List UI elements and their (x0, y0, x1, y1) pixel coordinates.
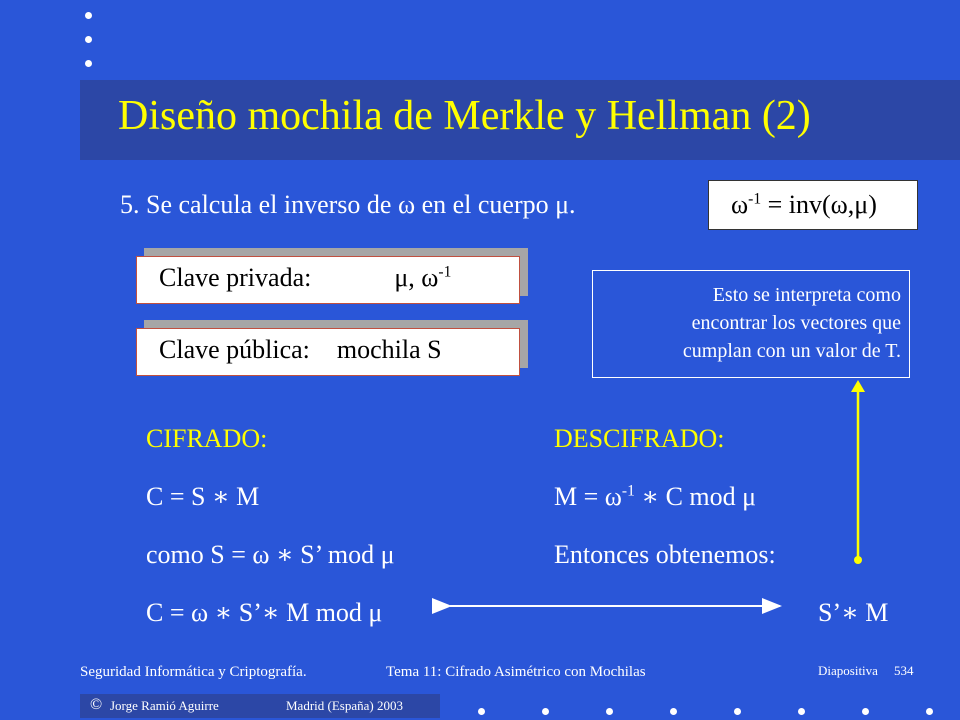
cifrado-line-1: C = S ∗ M (146, 482, 260, 511)
descifrado-heading: DESCIFRADO: (554, 424, 725, 453)
cifrado-heading: CIFRADO: (146, 424, 268, 453)
copyright-symbol: © (90, 696, 103, 713)
omega-symbol: ω (731, 190, 749, 219)
public-key-value: mochila S (336, 335, 442, 364)
footer-slide-number: 534 (894, 663, 914, 678)
cifrado-line-3: C = ω ∗ S’∗ M mod μ (146, 598, 383, 627)
descifrado-line-3: S’∗ M (818, 598, 889, 627)
step-text: 5. Se calcula el inverso de ω en el cuerpo μ. (120, 190, 576, 219)
descifrado-line-2: Entonces obtenemos: (554, 540, 776, 569)
up-arrow-head (851, 380, 865, 392)
footer-course: Seguridad Informática y Criptografía. (80, 664, 307, 680)
inverse-exponent: -1 (748, 190, 762, 208)
footer-dot-3 (606, 708, 613, 715)
footer-author: Jorge Ramió Aguirre (110, 698, 219, 713)
cifrado-line-2: como S = ω ∗ S’ mod μ (146, 540, 395, 569)
footer-dot-2 (542, 708, 549, 715)
footer-dot-5 (734, 708, 741, 715)
footer-dot-7 (862, 708, 869, 715)
descifrado-line-1-exp: -1 (621, 482, 635, 500)
footer-dot-8 (926, 708, 933, 715)
slide-title: Diseño mochila de Merkle y Hellman (2) (118, 93, 811, 139)
footer-slide-label: Diapositiva (818, 663, 878, 678)
footer-dot-6 (798, 708, 805, 715)
footer-place: Madrid (España) 2003 (286, 698, 403, 713)
public-key-label: Clave pública: (159, 335, 310, 364)
note-line-2: encontrar los vectores que (691, 312, 901, 334)
private-key-label: Clave privada: (159, 263, 312, 292)
private-key-exponent: -1 (438, 263, 452, 281)
up-arrow-dot (854, 556, 862, 564)
note-line-1: Esto se interpreta como (712, 284, 901, 306)
note-line-3: cumplan con un valor de T. (682, 340, 901, 362)
footer-dot-1 (478, 708, 485, 715)
inverse-formula-rest: = inv(ω,μ) (761, 190, 877, 219)
footer-dot-4 (670, 708, 677, 715)
footer-topic: Tema 11: Cifrado Asimétrico con Mochilas (386, 664, 646, 680)
descifrado-line-1-pre: M = ω (554, 482, 622, 511)
descifrado-line-1-post: ∗ C mod μ (634, 482, 757, 511)
private-key-value: μ, ω (394, 263, 439, 292)
